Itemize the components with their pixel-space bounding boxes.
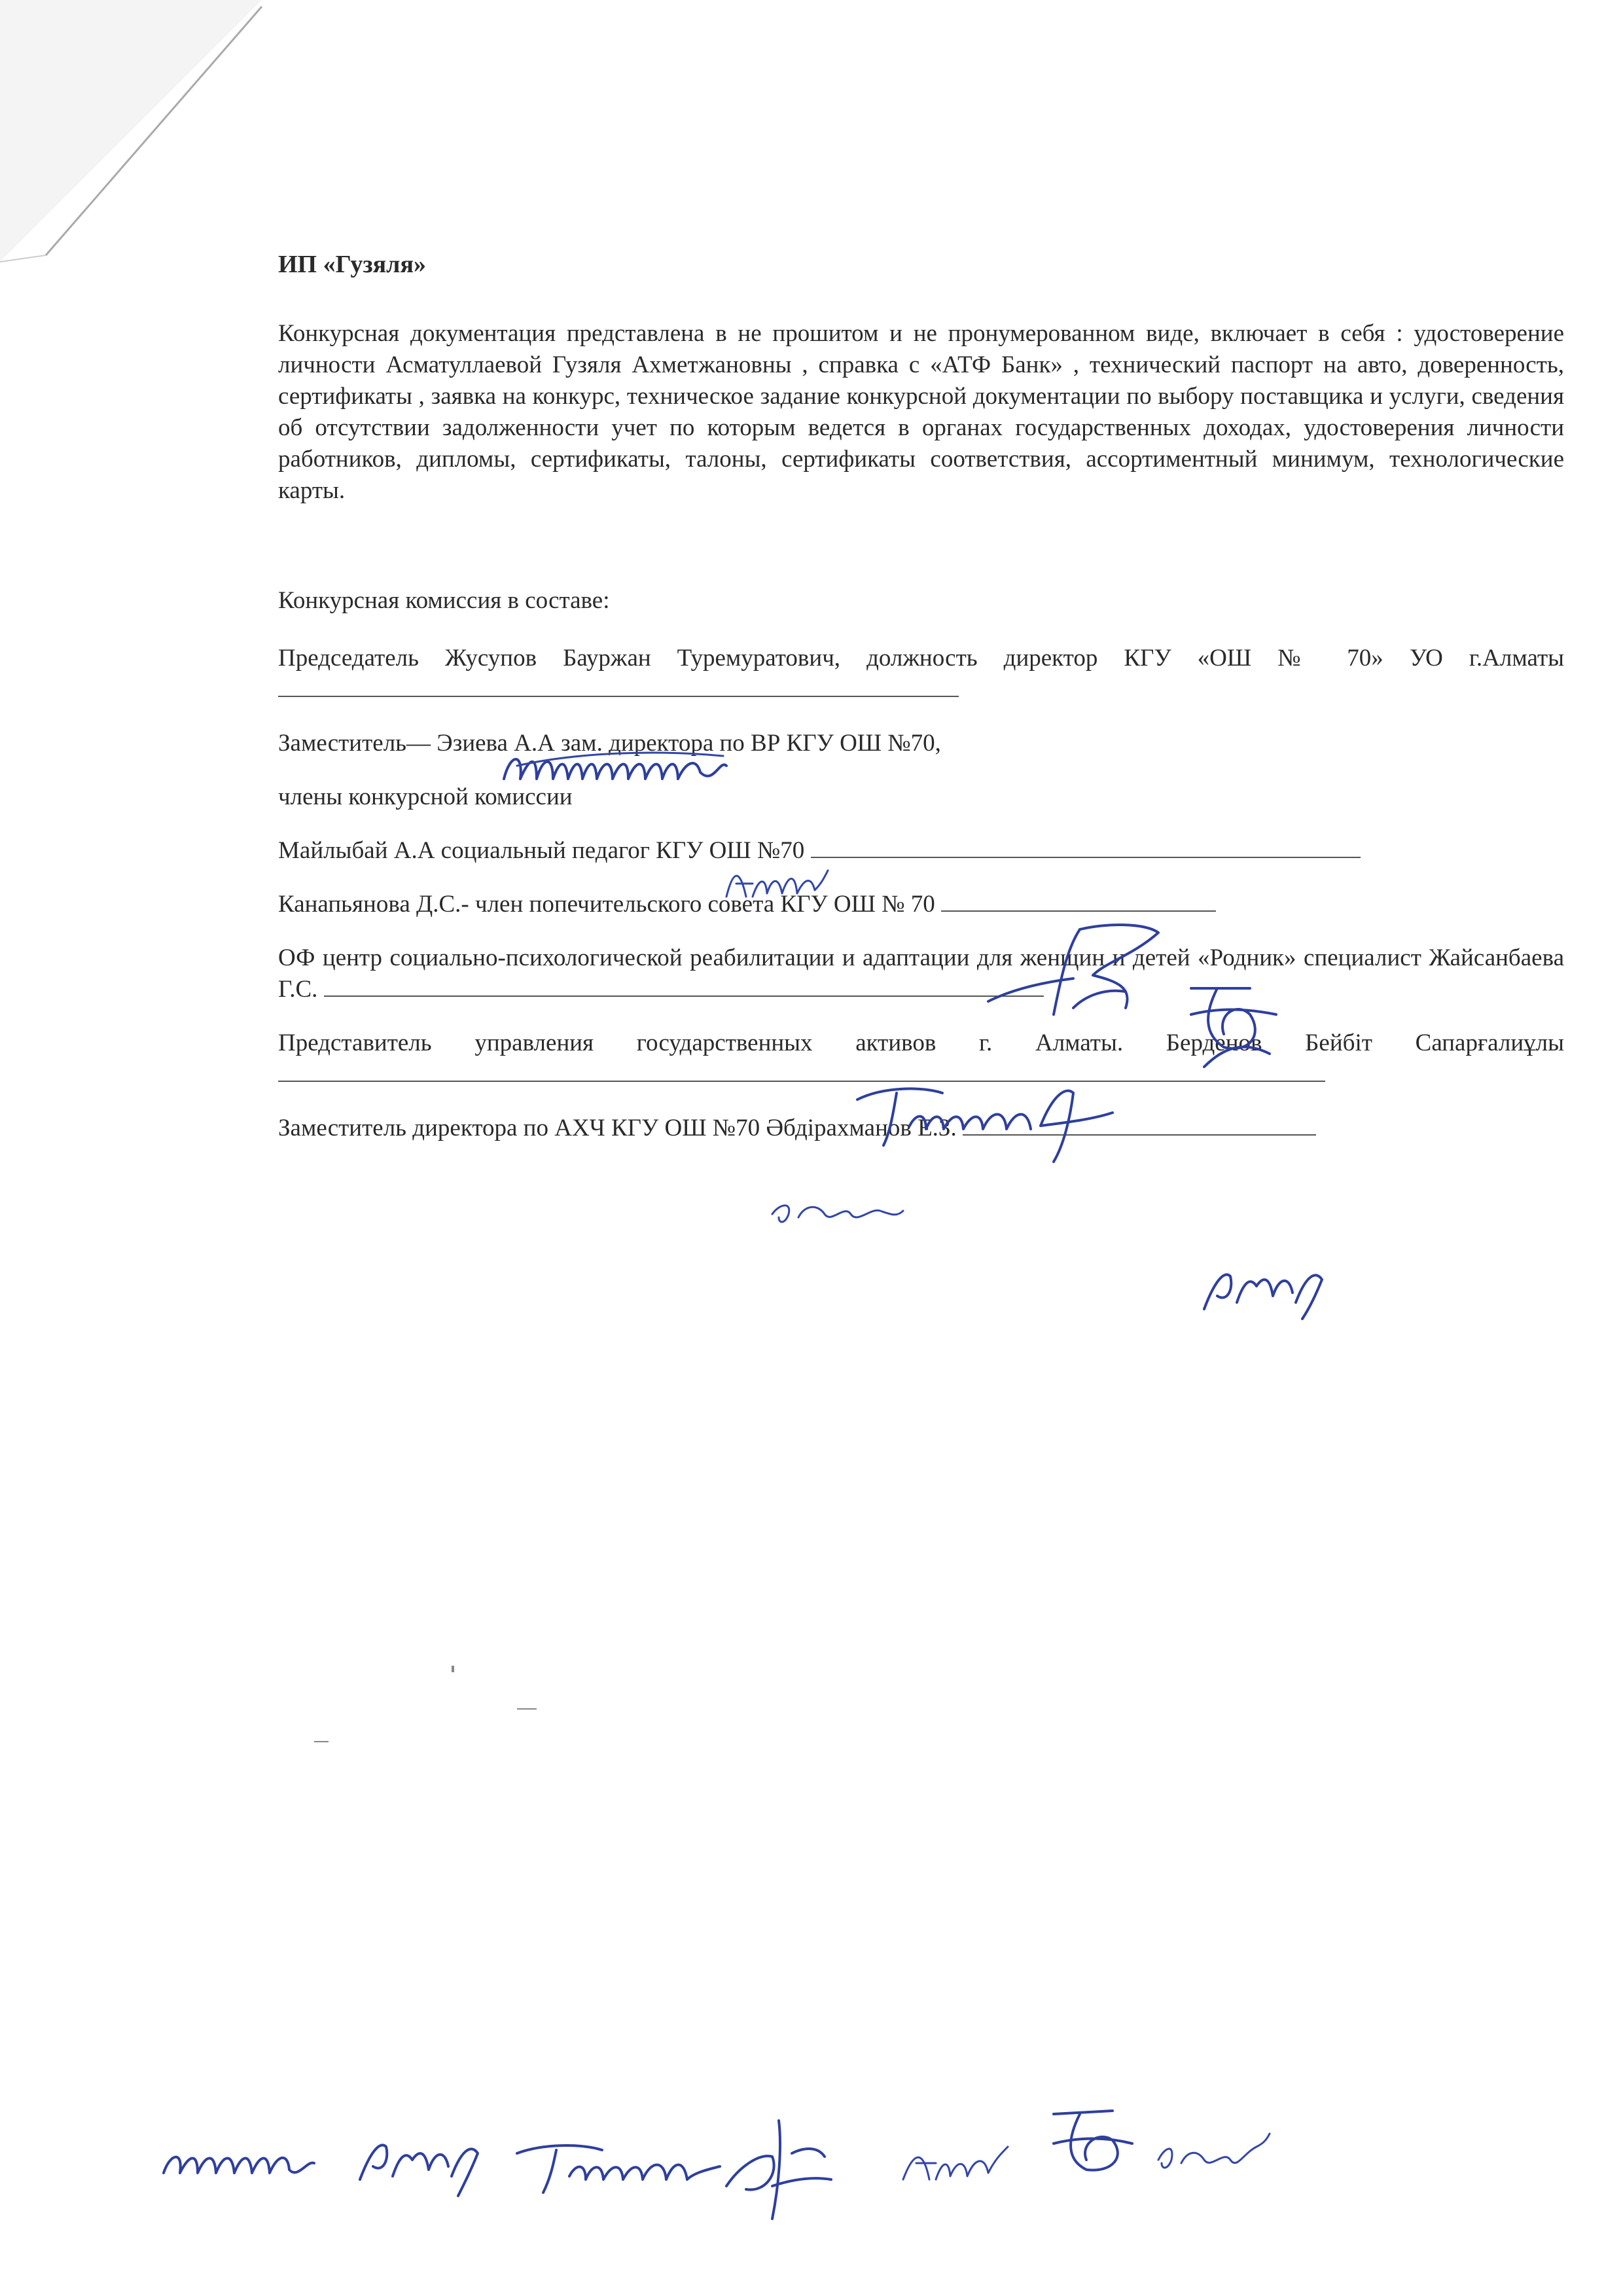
member-text: члены конкурсной комиссии xyxy=(278,783,573,810)
member-text: Заместитель— Эзиева А.А зам. директора по ВР КГУ ОШ №70, xyxy=(278,730,941,757)
member-row-mailybai xyxy=(278,835,1564,867)
member-row-berdenov xyxy=(278,1028,1564,1090)
member-text: Представитель управления государственных активов г. Алматы. Берденов Бейбіт Сапарғалиұлы xyxy=(278,1030,1564,1056)
signature-line xyxy=(941,891,1216,912)
document-body xyxy=(278,249,1564,1166)
member-text: Председатель Жусупов Бауржан Туремуратович, должность директор КГУ «ОШ № 70» УО г.Алматы xyxy=(278,645,1564,672)
member-row-chairman xyxy=(278,643,1564,706)
member-row-deputy xyxy=(278,728,1564,759)
signature-berdenov xyxy=(766,1191,910,1237)
scan-speck xyxy=(517,1708,537,1710)
documentation-description: Конкурсная документация представлена в не прошитом и не пронумерованном виде, включает в себя : удостоверение личности Асматуллаевой Гузяля Ахметжановны , справка с «АТФ Банк» , технический паспорт на авто, доверенность, сертификаты , заявка на конкурс, техническое задание конкурсной документации по выбору поставщика и услуги, сведения об отсутствии задолженности учет по которым ведется в органах государственных доходах, удостоверения личности работников, дипломы, сертификаты, талоны, сертификаты соответствия, ассортиментный минимум, технологические карты. xyxy=(278,320,1564,504)
signature-line xyxy=(963,1115,1316,1136)
signature-line xyxy=(811,837,1361,858)
member-text: Майлыбай А.А социальный педагог КГУ ОШ №70 xyxy=(278,837,805,864)
footer-signatures xyxy=(151,2081,1590,2238)
scan-speck xyxy=(314,1741,329,1742)
member-text: Заместитель директора по АХЧ КГУ ОШ №70 Әбдірахманов Е.З. xyxy=(278,1115,957,1141)
member-row-abdirakhmanov xyxy=(278,1113,1564,1144)
member-text: ОФ центр социально-психологической реабилитации и адаптации для женщин и детей «Родник» специалист Жайсанбаева Г.С. xyxy=(278,944,1564,1003)
member-row-kanapyanova xyxy=(278,889,1564,920)
member-row-rodnik xyxy=(278,942,1564,1005)
commission-title: Конкурсная комиссия в составе: xyxy=(278,587,610,614)
member-text: Канапьянова Д.С.- член попечительского совета КГУ ОШ № 70 xyxy=(278,891,935,918)
signature-line xyxy=(324,976,1044,997)
signature-line xyxy=(278,676,959,697)
signature-line xyxy=(278,1061,1325,1082)
signature-abdirakhmanov xyxy=(1198,1257,1329,1322)
document-title: ИП «Гузяля» xyxy=(278,251,427,278)
folded-corner-shadow xyxy=(0,0,275,275)
scan-speck xyxy=(452,1666,454,1672)
member-row-members-label xyxy=(278,781,1564,813)
